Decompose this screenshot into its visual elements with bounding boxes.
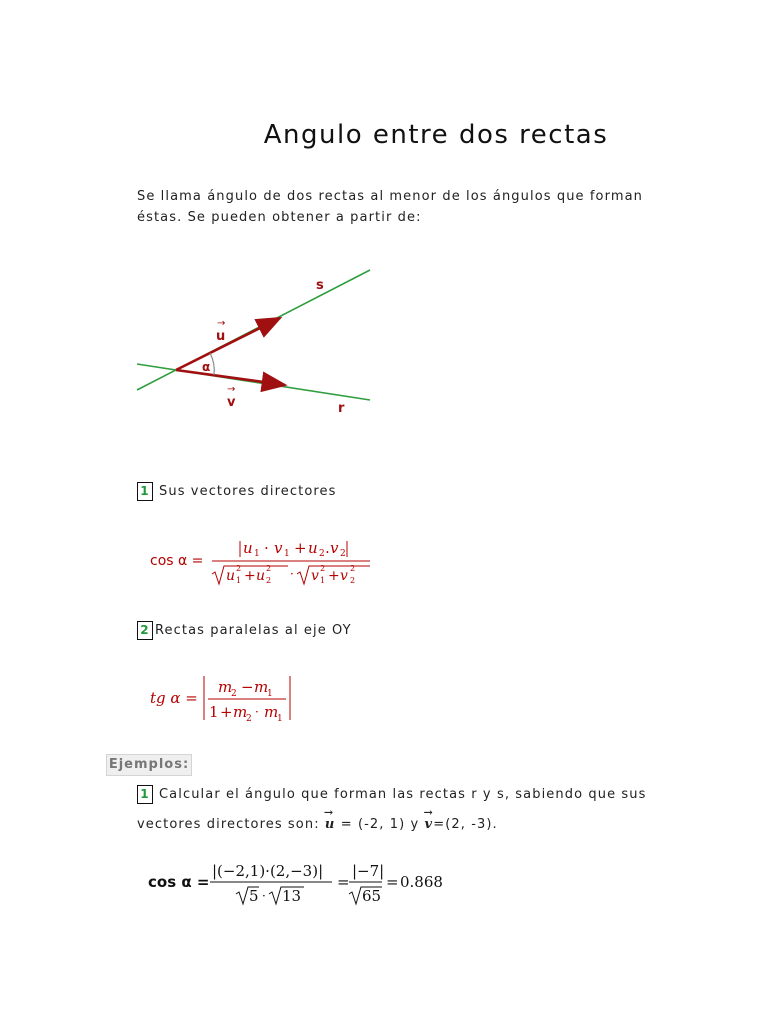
formula1-v2: v (330, 539, 339, 557)
formula1-sub: 2 (340, 549, 346, 559)
formula1-sub: 1 (236, 576, 242, 585)
example-formula-dot: · (262, 889, 266, 903)
example-formula-eq: = (337, 873, 350, 891)
formula1-u1: u (243, 539, 253, 557)
line-r (137, 364, 370, 400)
example-formula-sqrt5: 5 (249, 887, 259, 905)
arrow-v-icon: → (227, 384, 236, 395)
formula1-sub: 1 (284, 549, 290, 559)
vector-u (176, 318, 280, 370)
page-title: Angulo entre dos rectas (263, 120, 609, 150)
example-formula-frac2-num: |−7| (352, 862, 385, 880)
formula1-dot: · (264, 539, 269, 557)
formula1-den-v1: v (311, 568, 319, 584)
intro-paragraph (137, 186, 657, 228)
formula2-minus: − (241, 678, 254, 696)
label-r: r (338, 401, 345, 416)
example-1-line-2 (137, 810, 677, 840)
vector-u-value: = (-2, 1) y (340, 817, 420, 832)
label-s: s (316, 278, 324, 293)
intro-line-2: éstas. Se pueden obtener a partir de: (137, 210, 422, 225)
formula2-plus: + (220, 703, 233, 721)
example-1-question: Calcular el ángulo que forman las rectas r y s, sabiendo que sus (159, 787, 647, 802)
formula1-sub: 1 (254, 549, 260, 559)
formula-cos-vectors (148, 534, 378, 590)
formula1-den-v2: v (340, 568, 348, 584)
formula2-lhs: tg α = (150, 689, 198, 707)
formula1-exp: 2 (320, 564, 326, 573)
formula1-sub: 1 (320, 576, 326, 585)
examples-label: Ejemplos: (106, 754, 192, 776)
formula1-plus: + (244, 568, 256, 584)
example-1-formula (146, 856, 466, 908)
formula1-plus: + (294, 539, 307, 557)
formula2-den-m2: m (233, 703, 248, 721)
formula1-u2: u (308, 539, 318, 557)
formula1-den-u2: u (256, 568, 266, 584)
formula2-sub: 2 (246, 714, 252, 724)
example-formula-numerator: |(−2,1)·(2,−3)| (212, 862, 324, 880)
section-number-badge: 1 (137, 482, 153, 501)
example-1-line-1 (137, 780, 677, 810)
section-2-text: Rectas paralelas al eje OY (155, 623, 352, 638)
formula1-sub: 2 (319, 549, 325, 559)
section-2-heading (137, 621, 352, 640)
example-1-vectors-text: vectores directores son: (137, 817, 320, 832)
formula2-m2: m (218, 678, 233, 696)
formula1-exp: 2 (350, 564, 356, 573)
formula1-den-dot: · (290, 567, 294, 581)
section-number-badge: 2 (137, 621, 153, 640)
example-1 (137, 780, 677, 840)
example-formula-sqrt13: 13 (282, 887, 302, 905)
formula1-exp: 2 (266, 564, 272, 573)
formula2-one: 1 (209, 703, 219, 721)
formula1-plus: + (328, 568, 340, 584)
vector-u-symbol: → u (325, 810, 336, 840)
formula2-dot: · (255, 705, 259, 719)
formula1-dot2: . (325, 539, 330, 557)
formula1-sub: 2 (266, 576, 272, 585)
formula2-sub: 2 (231, 689, 237, 699)
angle-diagram (130, 262, 380, 422)
formula2-m1: m (254, 678, 269, 696)
vector-v-value: =(2, -3). (433, 817, 498, 832)
arrow-u-icon: → (217, 318, 226, 329)
example-formula-eq2: = (386, 873, 399, 891)
example-formula-frac2-den: 65 (362, 887, 382, 905)
formula1-exp: 2 (236, 564, 242, 573)
vector-v-symbol: → v (425, 810, 434, 840)
section-1-text: Sus vectores directores (159, 484, 337, 499)
example-formula-result: 0.868 (400, 873, 443, 891)
formula1-sub: 2 (350, 576, 356, 585)
example-number-badge: 1 (137, 785, 153, 804)
formula2-sub: 1 (277, 714, 283, 724)
label-v: v (227, 395, 236, 410)
section-1-heading (137, 482, 337, 501)
formula2-den-m1: m (264, 703, 279, 721)
example-formula-lhs: cos α = (148, 873, 210, 891)
formula-tg-slopes (148, 672, 318, 724)
label-u: u (216, 329, 226, 344)
vector-v (176, 370, 285, 385)
label-alpha: α (202, 360, 211, 374)
formula1-lhs: cos α = (150, 553, 204, 569)
angle-arc (210, 353, 214, 375)
formula2-sub: 1 (267, 689, 273, 699)
formula1-v1: v (274, 539, 283, 557)
formula1-den-u1: u (226, 568, 236, 584)
intro-line-1: Se llama ángulo de dos rectas al menor de los ángulos que forman (137, 189, 643, 204)
